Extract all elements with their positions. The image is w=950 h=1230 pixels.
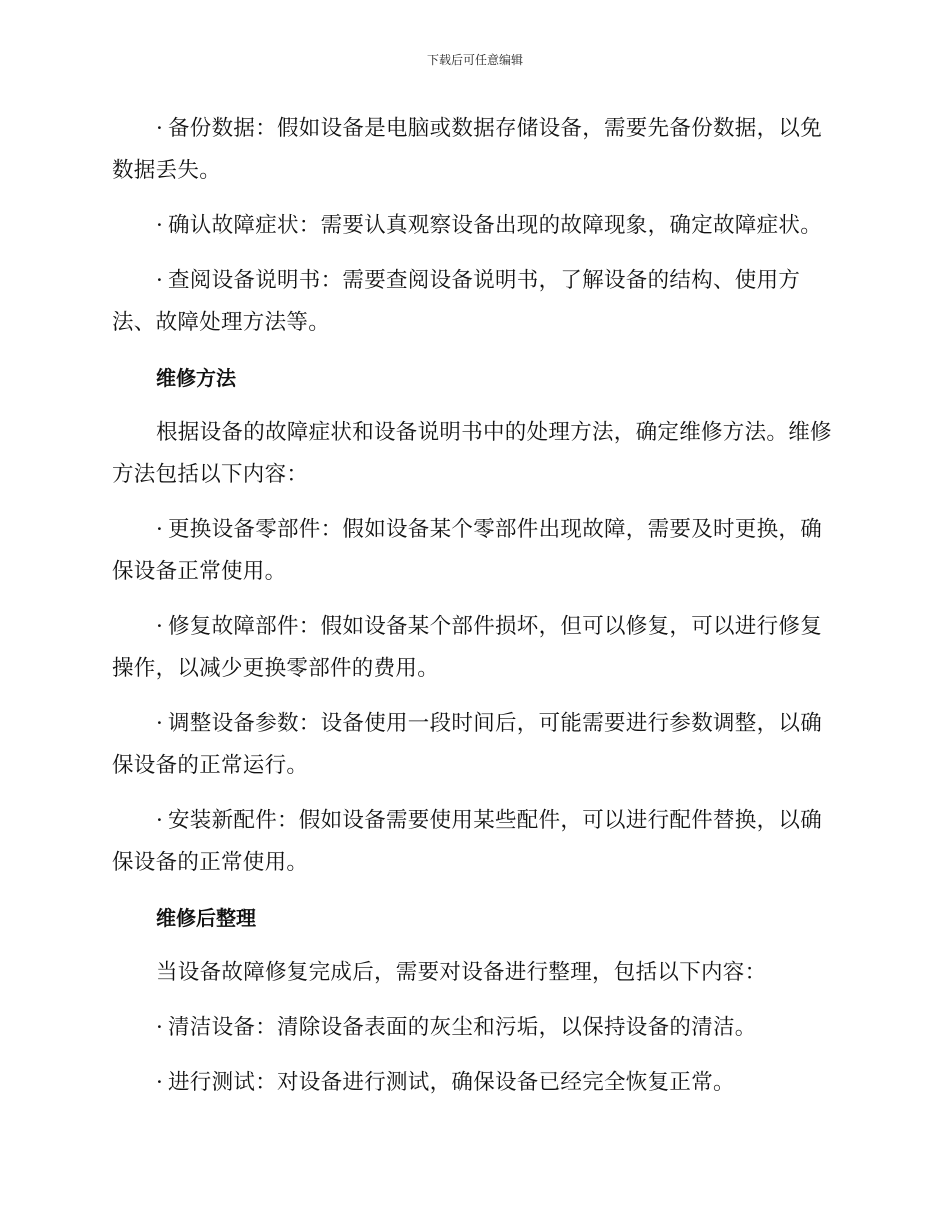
bullet-marker: · [156,268,164,293]
paragraph-text: 确认故障症状：需要认真观察设备出现的故障现象，确定故障症状。 [168,213,823,238]
bullet-marker: · [156,1070,164,1095]
paragraph-text: 调整设备参数：设备使用一段时间后，可能需要进行参数调整，以确保设备的正常运行。 [112,711,823,778]
paragraph-text: 备份数据：假如设备是电脑或数据存储设备，需要先备份数据，以免数据丢失。 [112,116,823,183]
document-body [112,108,838,1117]
paragraph-text: 根据设备的故障症状和设备说明书中的处理方法，确定维修方法。维修方法包括以下内容： [112,420,832,487]
bullet-marker: · [156,808,164,833]
paragraph-replace-parts [112,509,838,593]
bullet-marker: · [156,614,164,639]
paragraph-repair-methods-intro [112,412,838,496]
bullet-marker: · [156,711,164,736]
paragraph-text: 当设备故障修复完成后，需要对设备进行整理，包括以下内容： [156,960,767,985]
bullet-marker: · [156,116,164,141]
paragraph-clean-device [112,1007,838,1049]
paragraph-run-tests [112,1062,838,1104]
paragraph-text: 查阅设备说明书：需要查阅设备说明书，了解设备的结构、使用方法、故障处理方法等。 [112,268,801,335]
paragraph-text: 进行测试：对设备进行测试，确保设备已经完全恢复正常。 [168,1070,735,1095]
bullet-marker: · [156,517,164,542]
paragraph-read-manual [112,260,838,344]
paragraph-adjust-parameters [112,703,838,787]
page-header-note: 下载后可任意编辑 [426,53,523,67]
section-heading-repair-methods: 维修方法 [156,366,236,390]
paragraph-install-accessories [112,800,838,884]
paragraph-text: 修复故障部件：假如设备某个部件损坏，但可以修复，可以进行修复操作，以减少更换零部件的费用。 [112,614,823,681]
paragraph-post-repair-intro [112,952,838,994]
paragraph-backup-data [112,108,838,192]
paragraph-text: 更换设备零部件：假如设备某个零部件出现故障，需要及时更换，确保设备正常使用。 [112,517,823,584]
bullet-marker: · [156,213,164,238]
paragraph-confirm-symptoms [112,205,838,247]
bullet-marker: · [156,1015,164,1040]
section-heading-post-repair: 维修后整理 [156,906,256,930]
paragraph-text: 清洁设备：清除设备表面的灰尘和污垢，以保持设备的清洁。 [168,1015,757,1040]
paragraph-repair-parts [112,606,838,690]
paragraph-text: 安装新配件：假如设备需要使用某些配件，可以进行配件替换，以确保设备的正常使用。 [112,808,823,875]
